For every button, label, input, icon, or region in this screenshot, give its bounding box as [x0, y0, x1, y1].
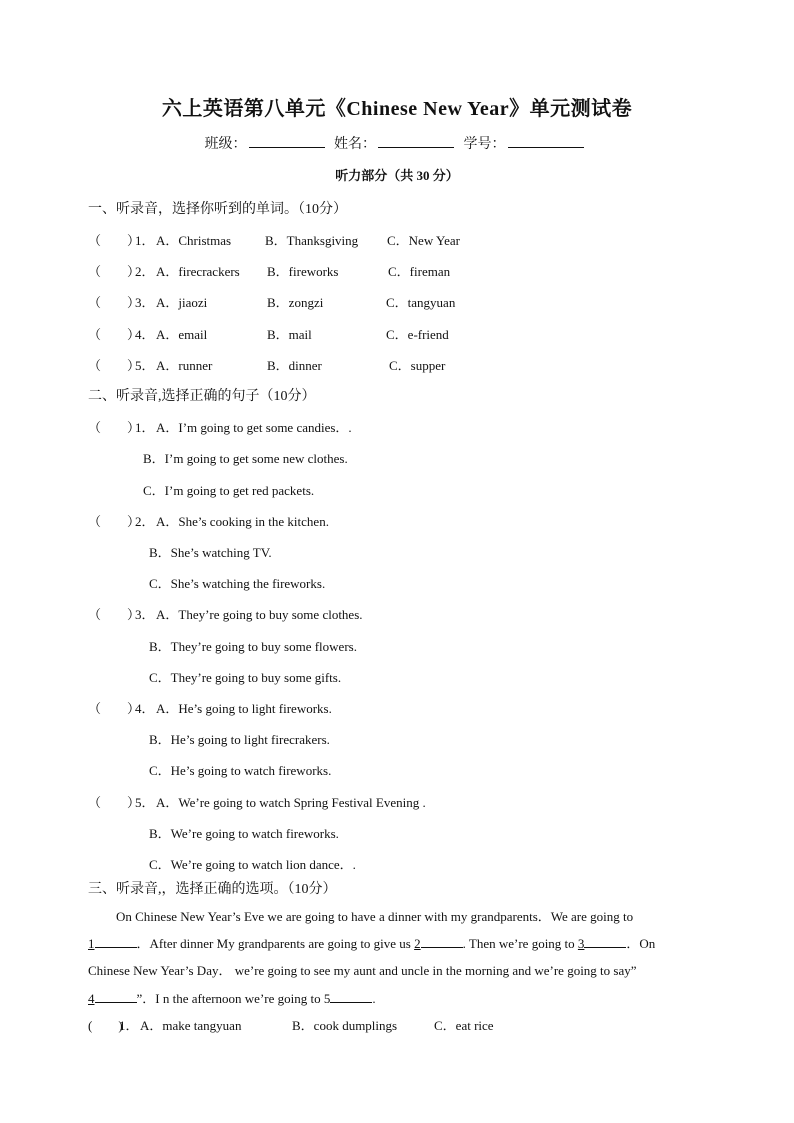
- question-number: 2．: [135, 264, 155, 279]
- option-b: B．fireworks: [267, 264, 339, 279]
- option-c: C．supper: [389, 358, 446, 373]
- answer-paren[interactable]: （ ）: [88, 233, 141, 248]
- question-number: 1．: [135, 233, 155, 248]
- answer-paren[interactable]: （ ）: [88, 295, 141, 310]
- option-b: B．I’m going to get some new clothes.: [143, 451, 348, 466]
- option-a: A．firecrackers: [156, 264, 240, 279]
- option-b: B．cook dumplings: [292, 1018, 398, 1033]
- passage-text: ．After dinner My grandparents are going to give us: [136, 936, 415, 951]
- question-number: 3．: [135, 295, 155, 310]
- passage-blank[interactable]: [95, 991, 137, 1003]
- option-a: A．jiaozi: [156, 295, 208, 310]
- question-number: 2．: [135, 514, 155, 529]
- passage-line-4: [88, 988, 708, 1007]
- question-number: 5．: [135, 795, 155, 810]
- option-a: A．He’s going to light fireworks.: [156, 701, 332, 716]
- class-label: 班级：: [204, 137, 247, 152]
- passage-line-2: [88, 933, 708, 952]
- option-b: B．She’s watching TV.: [149, 545, 272, 560]
- option-c: C．I’m going to get red packets.: [143, 483, 315, 498]
- passage-text: .: [372, 991, 376, 1006]
- option-a: A．Christmas: [156, 233, 232, 248]
- option-a: A．They’re going to buy some clothes.: [156, 607, 363, 622]
- question-number: 4．: [135, 701, 155, 716]
- blank-number: 2: [414, 936, 421, 951]
- name-label: 姓名：: [334, 137, 376, 152]
- section-title: 听力部分（共 30 分）: [335, 168, 459, 183]
- option-c: C．He’s going to watch fireworks.: [149, 763, 332, 778]
- answer-paren[interactable]: （ ）: [88, 701, 141, 716]
- option-a: A．runner: [156, 358, 213, 373]
- blank-number: 3: [577, 936, 585, 951]
- option-b: B．zongzi: [267, 295, 324, 310]
- option-b: B．They’re going to buy some flowers.: [149, 639, 357, 654]
- option-b: B．dinner: [267, 358, 322, 373]
- passage-line-3: Chinese New Year’s Day． we’re going to see my aunt and uncle in the morning and we’re going to say”: [88, 963, 637, 978]
- option-a: A．She’s cooking in the kitchen.: [156, 514, 329, 529]
- answer-paren[interactable]: ( ): [88, 1018, 123, 1033]
- blank-number: 4: [88, 991, 95, 1006]
- option-c: C．fireman: [388, 264, 451, 279]
- option-c: C．e-friend: [386, 327, 449, 342]
- option-a: A．We’re going to watch Spring Festival Evening .: [156, 795, 426, 810]
- passage-blank[interactable]: [584, 936, 626, 948]
- answer-paren[interactable]: （ ）: [88, 358, 141, 373]
- class-blank[interactable]: [249, 135, 325, 148]
- question-number: 4．: [135, 327, 155, 342]
- option-c: C．They’re going to buy some gifts.: [149, 670, 342, 685]
- passage-text: . Then we’re going to: [462, 936, 578, 951]
- option-a: A．I’m going to get some candies．.: [156, 420, 352, 435]
- option-b: B．Thanksgiving: [265, 233, 359, 248]
- question-number: 1．: [135, 420, 155, 435]
- id-blank[interactable]: [508, 135, 584, 148]
- answer-paren[interactable]: （ ）: [88, 514, 141, 529]
- option-c: C．New Year: [387, 233, 460, 248]
- blank-number: 1: [88, 936, 95, 951]
- passage-blank[interactable]: [330, 991, 372, 1003]
- option-c: C．eat rice: [434, 1018, 494, 1033]
- option-c: C．She’s watching the fireworks.: [149, 576, 326, 591]
- option-b: B．We’re going to watch fireworks.: [149, 826, 339, 841]
- part1-heading: 一、听录音，选择你听到的单词。（10分）: [88, 202, 347, 217]
- answer-paren[interactable]: （ ）: [88, 264, 141, 279]
- question-number: 1．: [119, 1018, 139, 1033]
- passage-text: ．On: [626, 936, 656, 951]
- passage-blank[interactable]: [95, 936, 137, 948]
- passage-line-1: On Chinese New Year’s Eve we are going to have a dinner with my grandparents．We are going to: [116, 909, 634, 924]
- passage-text: ”．I n the afternoon we’re going to 5: [136, 991, 331, 1006]
- option-b: B．mail: [267, 327, 312, 342]
- page-title: 六上英语第八单元《Chinese New Year》单元测试卷: [161, 98, 633, 120]
- question-number: 3．: [135, 607, 155, 622]
- part2-heading: 二、听录音,选择正确的句子（10分）: [88, 389, 316, 404]
- option-a: A．email: [156, 327, 208, 342]
- question-number: 5．: [135, 358, 155, 373]
- answer-paren[interactable]: （ ）: [88, 420, 141, 435]
- id-label: 学号：: [463, 137, 506, 152]
- option-c: C．tangyuan: [386, 295, 456, 310]
- passage-blank[interactable]: [421, 936, 463, 948]
- part3-heading: 三、听录音,，选择正确的选项。（10分）: [88, 882, 337, 897]
- answer-paren[interactable]: （ ）: [88, 795, 141, 810]
- option-c: C．We’re going to watch lion dance．.: [149, 857, 356, 872]
- student-info-line: [0, 133, 794, 153]
- name-blank[interactable]: [378, 135, 454, 148]
- answer-paren[interactable]: （ ）: [88, 327, 141, 342]
- option-b: B．He’s going to light firecrakers.: [149, 732, 330, 747]
- answer-paren[interactable]: （ ）: [88, 607, 141, 622]
- option-a: A．make tangyuan: [140, 1018, 242, 1033]
